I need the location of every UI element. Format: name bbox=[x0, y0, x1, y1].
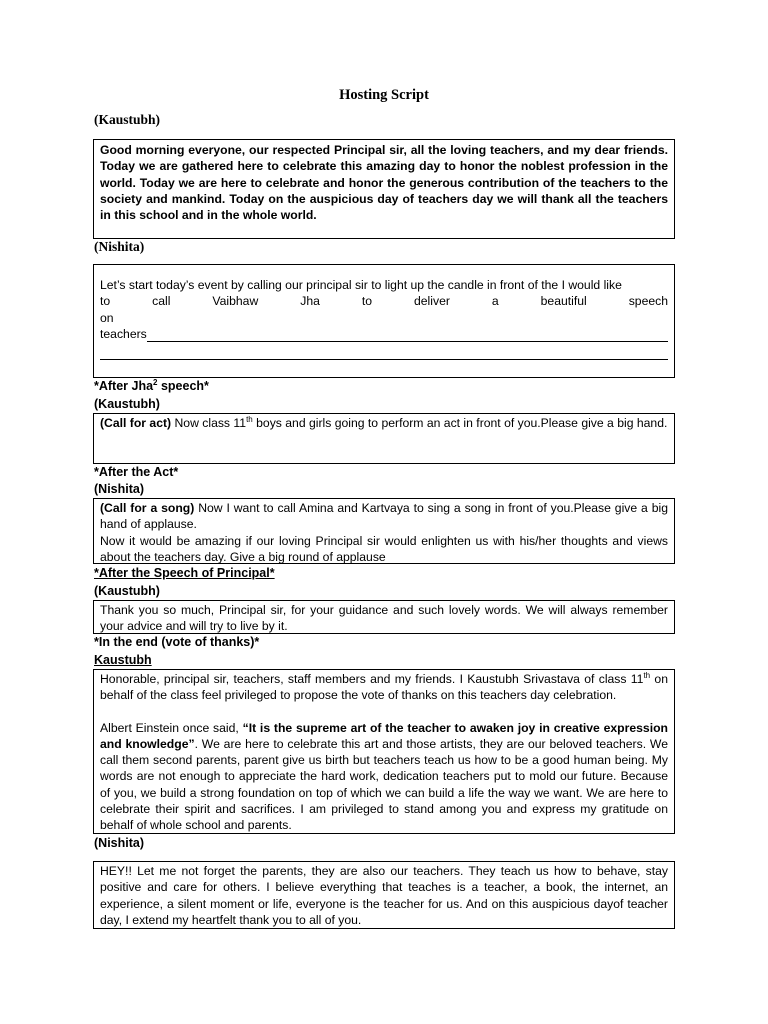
script-text: Let’s start today’s event by calling our principal sir to light up the candle in front of the I would like bbox=[100, 278, 622, 292]
speaker-label: (Kaustubh) bbox=[94, 112, 161, 127]
script-text: Good morning everyone, our respected Principal sir, all the loving teachers, and my dear friends. Today we are gathered here to celebrate this amazing day to honor the noblest profession in the world. Today we are here to celebrate and honor the generous contribution of the teachers to the society and mankind. Today on the auspicious day of teachers day we will thank all the teachers in this school and in the whole world. bbox=[100, 143, 668, 223]
script-box-act bbox=[93, 413, 675, 464]
stage-direction: *After the Speech of Principal* bbox=[94, 566, 275, 580]
script-box-vote-of-thanks bbox=[93, 669, 675, 834]
speaker-label: (Kaustubh) bbox=[94, 397, 160, 411]
script-box-welcome bbox=[93, 139, 675, 239]
script-text: Honorable, principal sir, teachers, staff members and my friends. I Kaustubh Srivastava of class 11th on behalf of the class feel privileged to propose the vote of thanks on this teachers day celebration. bbox=[100, 670, 668, 703]
stage-direction: *After Jha$^2$ speech* bbox=[94, 377, 209, 393]
script-text: (Call for a song) Now I want to call Amina and Kartvaya to sing a song in front of you.Please give a big hand of applause. bbox=[100, 501, 668, 532]
script-text: HEY!! Let me not forget the parents, they are also our teachers. They teach us how to behave, stay positive and care for others. I believe everything that teaches is a teacher, a book, the internet, an experience, a silent moment or life, everyone is the teacher for us. And on this auspicious dayof teacher day, I extend my heartfelt thank you to all of you. bbox=[100, 864, 668, 927]
script-text: Thank you so much, Principal sir, for your guidance and such lovely words. We will always remember your advice and will try to live by it. bbox=[100, 603, 668, 634]
fill-line-row bbox=[100, 326, 668, 342]
script-text: teachers bbox=[100, 326, 147, 341]
script-text: (Call for act) Now class 11th boys and girls going to perform an act in front of you.Please give a big hand. bbox=[100, 414, 668, 430]
speaker-label: Kaustubh bbox=[94, 653, 152, 667]
script-text: Now it would be amazing if our loving Principal sir would enlighten us with his/her thoughts and views about the teachers day. Give a big round of applause bbox=[100, 533, 668, 564]
stage-direction: *After the Act* bbox=[94, 465, 179, 479]
blank-line bbox=[100, 361, 668, 378]
speaker-label: (Kaustubh) bbox=[94, 584, 160, 598]
speaker-label: (Nishita) bbox=[94, 239, 145, 254]
script-box-song bbox=[93, 498, 675, 564]
script-box-candle bbox=[93, 264, 675, 378]
script-box-parents bbox=[93, 861, 675, 929]
blank-line bbox=[147, 328, 668, 342]
speaker-label: (Nishita) bbox=[94, 836, 144, 850]
blank-line bbox=[100, 343, 668, 360]
speaker-label: (Nishita) bbox=[94, 482, 144, 496]
stage-direction: *In the end (vote of thanks)* bbox=[94, 635, 260, 649]
script-box-thanks-principal bbox=[93, 600, 675, 634]
script-text: Albert Einstein once said, “It is the supreme art of the teacher to awaken joy in creative expression and knowledge”. We are here to celebrate this art and those artists, they are our beloved teachers. We call them second parents, parent give us birth but teachers teach us how to be a good human being. My words are not enough to appreciate the hard work, dedication teachers put to mold our future. Because of you, we build a strong foundation on top of which we can build a life the way we want. We are here to celebrate their spirit and sacrifices. I am privileged to stand among you and express my gratitude on behalf of whole school and parents. bbox=[100, 720, 668, 833]
script-text: to call Vaibhaw Jha to deliver a beautiful speech on bbox=[100, 294, 668, 325]
page-title: Hosting Script bbox=[339, 87, 429, 103]
